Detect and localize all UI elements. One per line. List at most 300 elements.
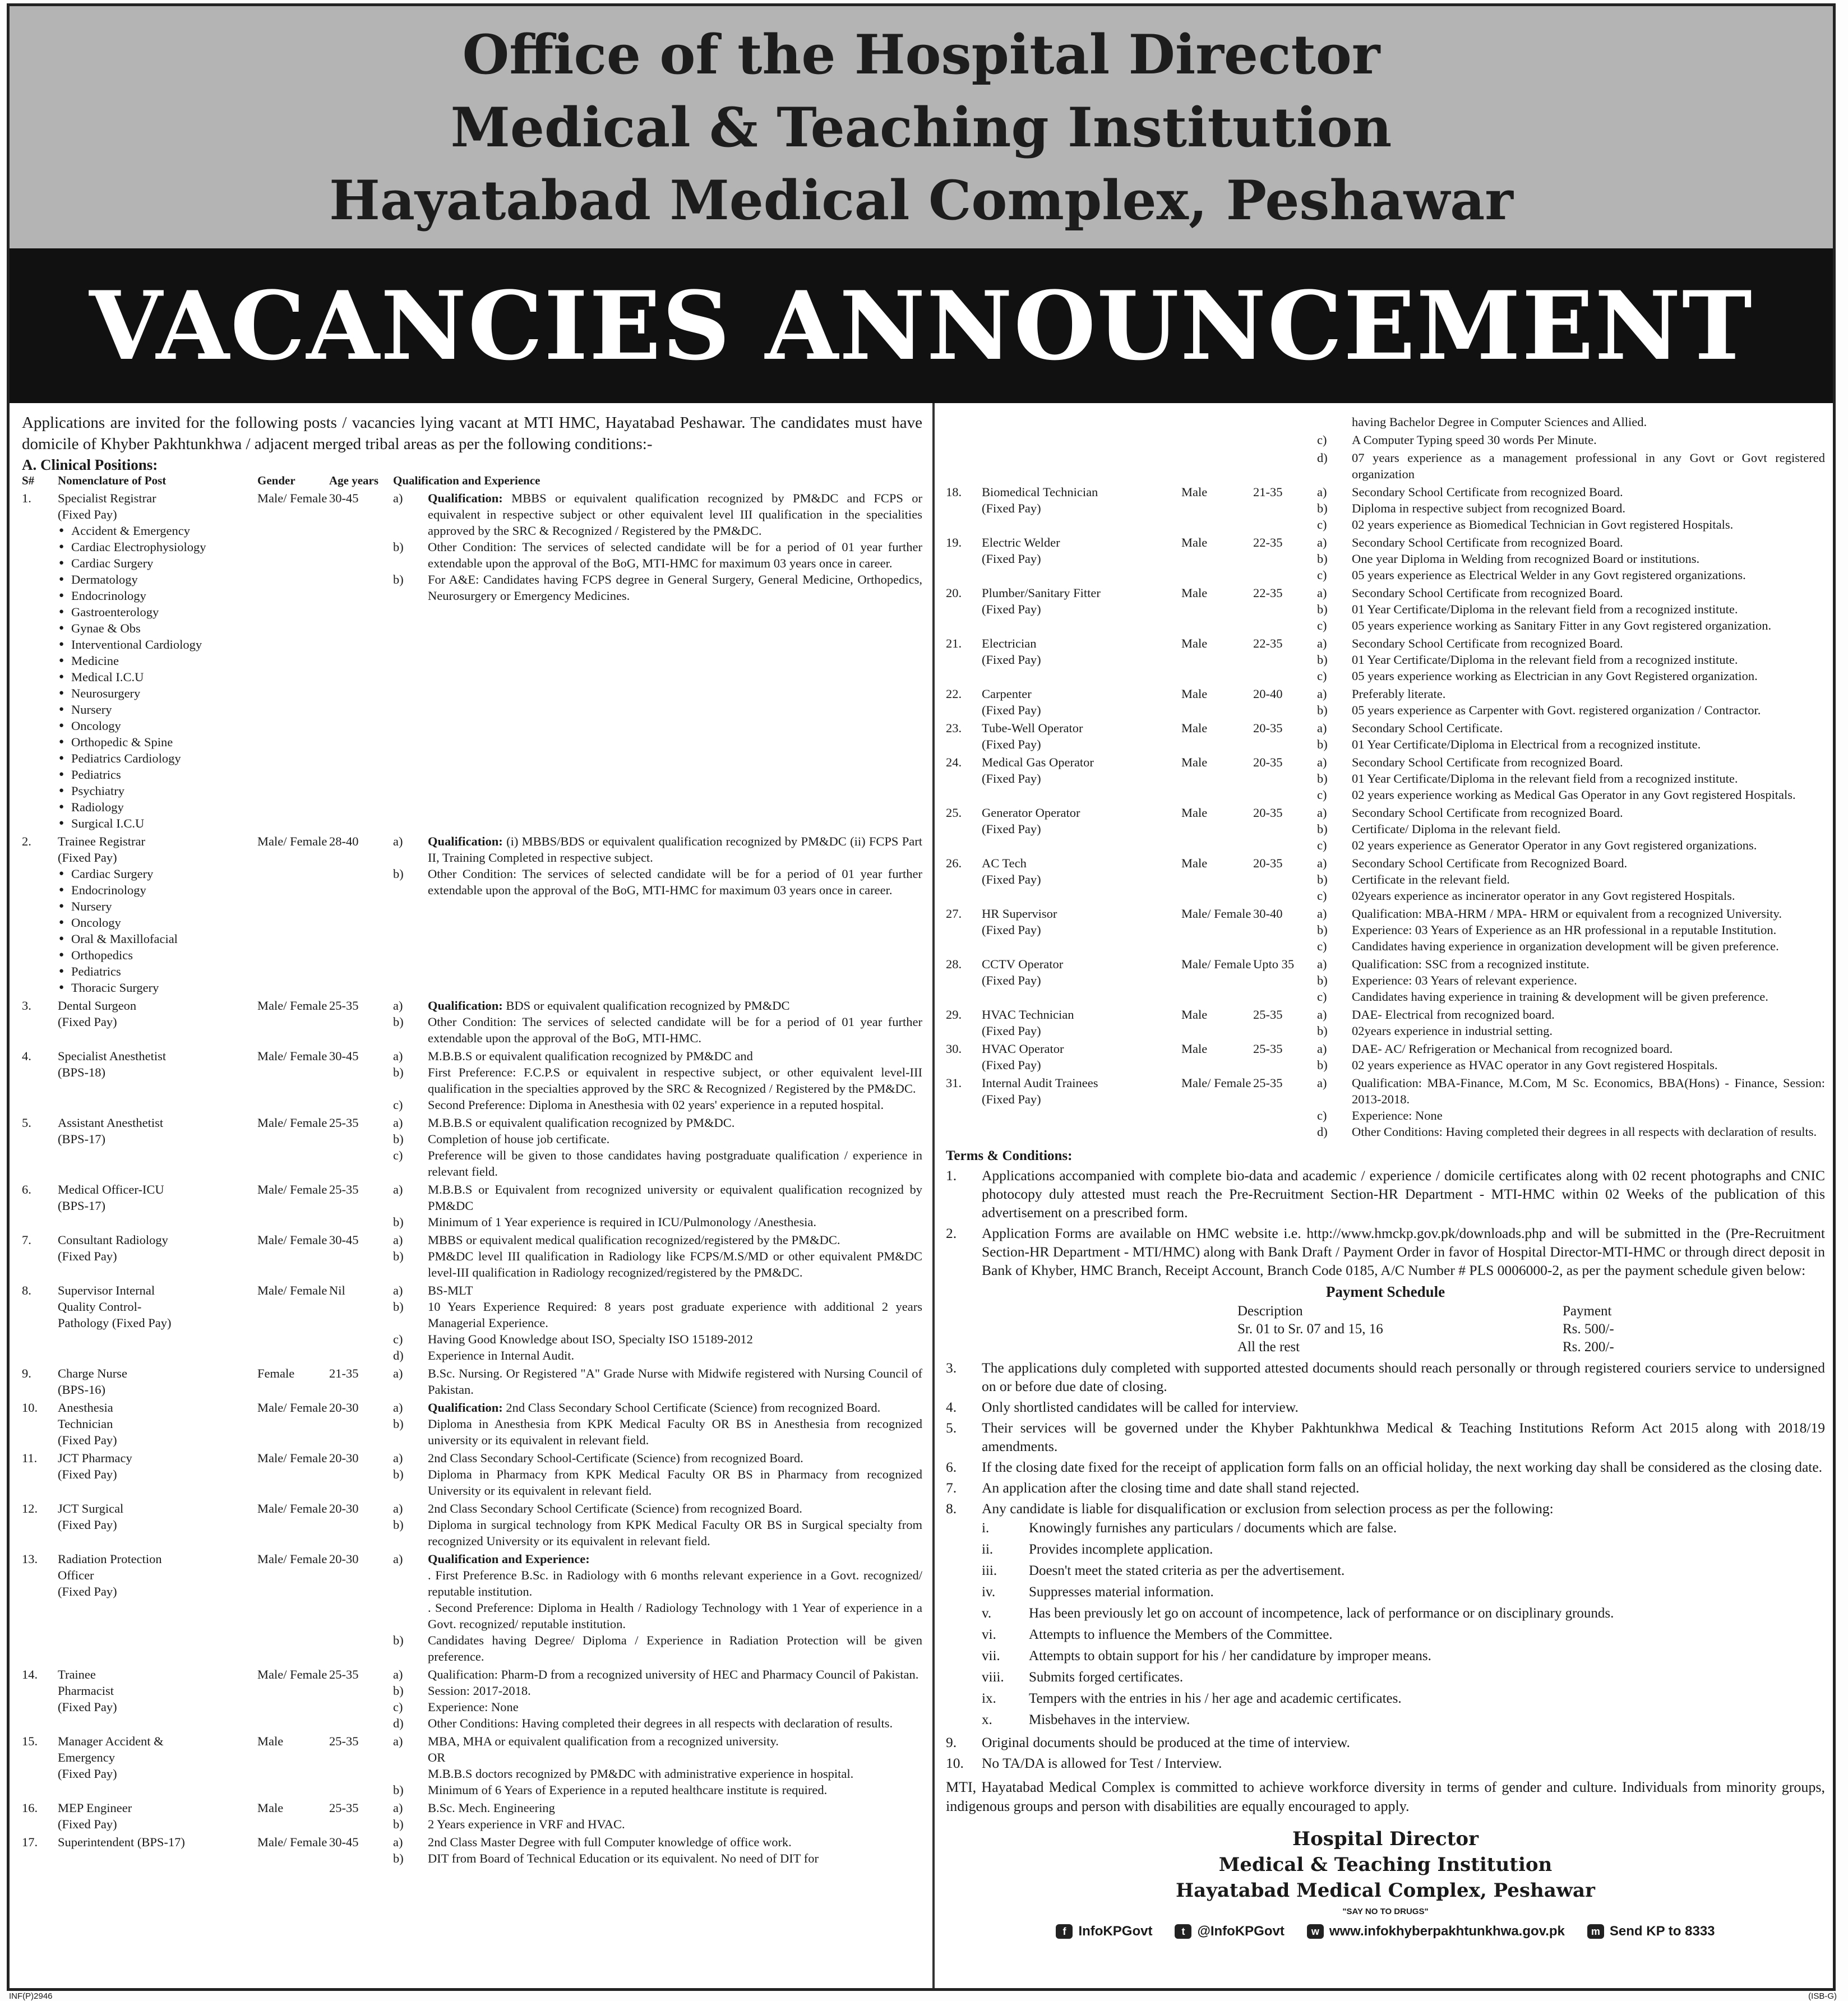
age-range: 25-35 xyxy=(329,1182,359,1196)
age-range: 25-35 xyxy=(329,1801,359,1815)
qualification-letter: b) xyxy=(393,1065,404,1079)
qualification-body: Candidates having Degree/ Diploma / Experience in Radiation Protection will be given preference. xyxy=(428,1633,922,1663)
qualification-text xyxy=(1352,770,1825,787)
post-name-line: HR Supervisor xyxy=(982,907,1057,921)
qualification-text xyxy=(428,1850,922,1866)
qualification-letter: a) xyxy=(1317,721,1327,735)
website-item[interactable] xyxy=(1307,1923,1565,1939)
payment-head-amount: Payment xyxy=(1563,1304,1612,1319)
qualification-item xyxy=(1317,1057,1825,1073)
qualification-text xyxy=(428,1147,922,1180)
post-name-line: Officer xyxy=(58,1568,94,1582)
qualification-body: 2nd Class Secondary School Certificate (Science) from recognized Board. xyxy=(428,1501,802,1515)
disqualification-number: v. xyxy=(982,1606,992,1621)
gender: Male xyxy=(1181,1008,1208,1022)
qualification-letter: a) xyxy=(1317,1008,1327,1022)
table-row xyxy=(22,1800,922,1832)
qualification-body: BDS or equivalent qualification recognized by PM&DC xyxy=(502,999,790,1013)
specialty-item: ● Oncology xyxy=(58,718,257,734)
qualification-letter: b) xyxy=(1317,552,1328,566)
qualification-body: . First Preference B.Sc. in Radiology with 6 months relevant experience in a Govt. recognized/ reputable institution. xyxy=(428,1568,922,1598)
table-row xyxy=(22,997,922,1046)
term-item xyxy=(946,1478,1825,1497)
disqualification-list xyxy=(946,1518,1825,1731)
qualification-body: Preference will be given to those candidates having postgraduate qualification / experience in relevant field. xyxy=(428,1148,922,1179)
qualification-text xyxy=(1352,821,1825,837)
payment-rows xyxy=(946,1320,1825,1356)
vacancies-banner: VACANCIES ANNOUNCEMENT xyxy=(10,248,1833,403)
qualification-body: 02 years experience as Biomedical Technician in Govt registered Hospitals. xyxy=(1352,517,1734,532)
payment-description: Sr. 01 to Sr. 07 and 15, 16 xyxy=(1237,1321,1383,1337)
age-range: 22-35 xyxy=(1253,535,1283,549)
post-name xyxy=(982,1075,1181,1140)
qualification-item xyxy=(1317,905,1825,922)
qualification-item xyxy=(393,1181,922,1214)
qualification-letter: a) xyxy=(1317,755,1327,769)
qualification-text xyxy=(1352,585,1825,601)
post-name-line: Plumber/Sanitary Fitter xyxy=(982,586,1101,600)
qualification-letter: a) xyxy=(393,1283,403,1297)
qualification-text xyxy=(428,1699,922,1715)
qualification-letter: b) xyxy=(1317,923,1328,937)
post-name xyxy=(982,534,1181,583)
qualification xyxy=(393,1834,922,1866)
post-name-line: HVAC Technician xyxy=(982,1008,1074,1022)
qualification-letter: b) xyxy=(393,1132,404,1146)
age-range: 20-30 xyxy=(329,1501,359,1515)
post-number: 25. xyxy=(946,806,962,820)
qualification-body: Candidates having experience in organization development will be given preference. xyxy=(1352,939,1779,953)
post-name xyxy=(58,1450,257,1499)
qualification-body: 2nd Class Secondary School Certificate (Science) from recognized Board. xyxy=(502,1401,881,1415)
qualification-item xyxy=(393,1800,922,1816)
qualification-letter: b) xyxy=(393,1633,404,1647)
gender: Male xyxy=(1181,687,1208,701)
payment-description: All the rest xyxy=(1237,1339,1300,1355)
post-name-line: Pathology (Fixed Pay) xyxy=(58,1316,172,1330)
specialty-item: ● Pediatrics Cardiology xyxy=(58,750,257,766)
table-row xyxy=(946,686,1825,718)
qualification-letter: a) xyxy=(1317,957,1327,971)
term-number: 8. xyxy=(946,1500,957,1517)
post-number: 29. xyxy=(946,1008,962,1022)
qualification-text xyxy=(428,1064,922,1097)
table-header xyxy=(22,473,922,488)
post-name-line: Biomedical Technician xyxy=(982,485,1098,499)
left-column xyxy=(10,403,935,1988)
term-text: Applications accompanied with complete bio-data and academic / experience / domicile certificates along with 02 recent photographs and CNIC photocopy duly attested must reach the Pre-Recruitment Section-HR Department - MTI-HMC within 02 Weeks of the publication of this advertisement on a prescribed form. xyxy=(982,1167,1825,1221)
qualification-text xyxy=(428,1416,922,1448)
post-name xyxy=(58,1365,257,1398)
qualification-text xyxy=(1352,787,1825,803)
specialty-item: ● Oncology xyxy=(58,914,257,931)
post-number: 17. xyxy=(22,1835,38,1849)
qualification-item xyxy=(393,997,922,1014)
post-name-line: Charge Nurse xyxy=(58,1366,127,1380)
facebook-item[interactable] xyxy=(1056,1923,1152,1939)
post-name-line: Technician xyxy=(58,1417,113,1431)
qualification-item xyxy=(393,1232,922,1248)
specialty-item: ● Medical I.C.U xyxy=(58,669,257,685)
age-range: 25-35 xyxy=(1253,1008,1283,1022)
post-number: 2. xyxy=(22,834,31,848)
qualification-letter: b) xyxy=(1317,501,1328,515)
post-name-line: AC Tech xyxy=(982,856,1027,870)
specialty-item: ● Endocrinology xyxy=(58,588,257,604)
post-name-line: (Fixed Pay) xyxy=(982,552,1041,566)
table-row xyxy=(22,1399,922,1448)
qualification-text xyxy=(428,1766,922,1782)
qualification-item xyxy=(1317,1006,1825,1023)
qualification-item xyxy=(1317,484,1825,500)
signature-institution: Medical & Teaching Institution xyxy=(1218,1854,1553,1876)
section-title: A. Clinical Positions: xyxy=(22,456,158,473)
age-range: 25-35 xyxy=(329,1116,359,1130)
globe-icon: w xyxy=(1307,1924,1324,1939)
qualification-text xyxy=(1352,635,1825,651)
post-name-line: Generator Operator xyxy=(982,806,1080,820)
qualification-letter xyxy=(393,1600,428,1632)
qualification-item xyxy=(393,539,922,571)
qualification-item xyxy=(1317,855,1825,871)
qualification-letter: d) xyxy=(1317,451,1328,465)
qualification-item xyxy=(1317,516,1825,533)
qualification-body: 02 years experience working as Medical Gas Operator in any Govt registered Hospitals. xyxy=(1352,788,1796,802)
qualification-body: MBBS or equivalent qualification recognized by PM&DC and FCPS or equivalent in respective subject or other equivalent level III qualification in the specialities approved by the SRC & Recognized / Registered by the PM&DC. xyxy=(428,491,922,538)
qualification xyxy=(393,1232,922,1281)
qualification-letter xyxy=(1317,414,1352,430)
qualification-letter: a) xyxy=(1317,856,1327,870)
gender: Male/ Female xyxy=(257,1835,327,1849)
post-number: 13. xyxy=(22,1552,38,1566)
specialty-item: ● Dermatology xyxy=(58,571,257,588)
qualification-letter: a) xyxy=(1317,687,1327,701)
qualification-letter: a) xyxy=(1317,806,1327,820)
post-name-line: (Fixed Pay) xyxy=(982,501,1041,515)
post-name xyxy=(982,720,1181,752)
disqualification-number: ix. xyxy=(982,1691,996,1706)
gender: Male xyxy=(1181,856,1208,870)
qualification-body: 02years experience in industrial setting. xyxy=(1352,1024,1553,1038)
post-name-line: Anesthesia xyxy=(58,1401,113,1415)
term-number: 5. xyxy=(946,1420,957,1436)
qualification-text xyxy=(428,1683,922,1699)
qualification-text xyxy=(1352,601,1825,617)
post-name-line: (BPS-16) xyxy=(58,1383,106,1397)
spacer xyxy=(946,450,982,482)
age-range: 20-35 xyxy=(1253,721,1283,735)
qualification-item xyxy=(393,1365,922,1398)
age-range: 25-35 xyxy=(329,1734,359,1748)
qualification-text xyxy=(428,1347,922,1364)
disqualification-text: Knowingly furnishes any particulars / documents which are false. xyxy=(1029,1521,1397,1536)
social-footer xyxy=(946,1923,1825,1939)
table-row xyxy=(946,1006,1825,1039)
specialty-item: ● Pediatrics xyxy=(58,766,257,783)
qualification xyxy=(1317,534,1825,583)
qualification-letter: b) xyxy=(1317,1024,1328,1038)
qualification xyxy=(1317,720,1825,752)
qualification-text xyxy=(428,1282,922,1298)
post-name xyxy=(982,905,1181,954)
qualification-text xyxy=(428,1097,922,1113)
specialty-item: ● Endocrinology xyxy=(58,882,257,898)
qualification-body: Preferably literate. xyxy=(1352,687,1446,701)
qualification-text xyxy=(1352,972,1825,988)
qualification-letter: c) xyxy=(1317,669,1327,683)
qualification-body: Certificate in the relevant field. xyxy=(1352,872,1510,886)
qualification xyxy=(393,1282,922,1364)
qualification-item xyxy=(393,1347,922,1364)
gender: Male/ Female xyxy=(257,1501,327,1515)
post-name xyxy=(982,1006,1181,1039)
qualification xyxy=(1317,805,1825,853)
post-number: 28. xyxy=(946,957,962,971)
table-row xyxy=(22,1232,922,1281)
specialty-item: ● Interventional Cardiology xyxy=(58,636,257,653)
post-name xyxy=(58,1666,257,1731)
qualification-letter: a) xyxy=(1317,586,1327,600)
terms-list xyxy=(946,1166,1825,1279)
qualification-letter: a) xyxy=(393,1401,403,1415)
post-name-line: Radiation Protection xyxy=(58,1552,162,1566)
qualification-text xyxy=(1352,668,1825,684)
post-name-line: (Fixed Pay) xyxy=(982,872,1041,886)
specialty-item: ● Gynae & Obs xyxy=(58,620,257,636)
term-number: 9. xyxy=(946,1734,957,1750)
post-number: 30. xyxy=(946,1042,962,1056)
qualification-letter: b) xyxy=(393,1817,404,1831)
spacer xyxy=(946,432,982,448)
qualification-item xyxy=(393,1551,922,1567)
gender: Male xyxy=(1181,721,1208,735)
gender: Male/ Female xyxy=(1181,957,1251,971)
facebook-icon: f xyxy=(1056,1924,1073,1939)
term-text: Only shortlisted candidates will be called for interview. xyxy=(982,1399,1299,1415)
post-name-line: (Fixed Pay) xyxy=(58,1817,117,1831)
payment-head xyxy=(946,1302,1825,1320)
age-range: 25-35 xyxy=(1253,1042,1283,1056)
qualification-text xyxy=(1352,905,1825,922)
header-gender: Gender xyxy=(257,474,295,487)
qualification-letter: a) xyxy=(393,1366,403,1380)
disqualification-item xyxy=(946,1582,1825,1603)
qualification-item xyxy=(393,1214,922,1230)
qualification-item xyxy=(393,1064,922,1097)
post-name-line: (Fixed Pay) xyxy=(982,653,1041,667)
disqualification-item xyxy=(946,1539,1825,1560)
post-name-line: (Fixed Pay) xyxy=(982,923,1041,937)
qualification xyxy=(393,1181,922,1230)
qualification-letter: b) xyxy=(1317,771,1328,785)
qualification-letter: d) xyxy=(393,1348,404,1362)
specialty-item: ● Nursery xyxy=(58,701,257,718)
post-name xyxy=(58,1834,257,1866)
qualification-body: One year Diploma in Welding from recognized Board or institutions. xyxy=(1352,552,1700,566)
qualification-text xyxy=(428,1331,922,1347)
qualification-body: 02 years experience as HVAC operator in any Govt registered Hospitals. xyxy=(1352,1058,1718,1072)
disqualification-number: vii. xyxy=(982,1648,1000,1663)
disqualification-text: Misbehaves in the interview. xyxy=(1029,1712,1190,1727)
post-name xyxy=(982,484,1181,533)
qualification xyxy=(1317,432,1825,448)
qualification-text xyxy=(428,1733,922,1749)
qualification xyxy=(1317,414,1825,430)
qualification-item xyxy=(1317,534,1825,551)
qualification-item xyxy=(1317,617,1825,634)
qualification-text xyxy=(1352,686,1825,702)
post-number: 21. xyxy=(946,636,962,650)
qualification-body: 02 years experience as Generator Operator in any Govt registered organizations. xyxy=(1352,838,1757,852)
post-number: 23. xyxy=(946,721,962,735)
gender: Male/ Female xyxy=(257,1116,327,1130)
qualification-letter: a) xyxy=(393,1552,403,1566)
post-name xyxy=(58,997,257,1046)
age-range: 25-35 xyxy=(1253,1076,1283,1090)
table-row xyxy=(22,1733,922,1798)
spacer xyxy=(1253,414,1317,430)
gender: Male/ Female xyxy=(257,1049,327,1063)
qualification-body: M.B.B.S doctors recognized by PM&DC with administrative experience in hospital. xyxy=(428,1767,854,1781)
qualification-item xyxy=(393,1600,922,1632)
signature-title: Hospital Director xyxy=(1292,1828,1479,1850)
table-row xyxy=(22,490,922,831)
twitter-item[interactable] xyxy=(1175,1923,1284,1939)
website-link: www.infokhyberpakhtunkhwa.gov.pk xyxy=(1329,1924,1565,1939)
qualification-letter: b) xyxy=(1317,737,1328,751)
qualification-item xyxy=(393,1416,922,1448)
qualification-text xyxy=(1352,1107,1825,1124)
qualification xyxy=(393,997,922,1046)
term-number: 6. xyxy=(946,1459,957,1475)
qualification-letter: c) xyxy=(1317,889,1327,903)
qualification-body: Experience: 03 Years of Experience as an HR professional in a reputable Institution. xyxy=(1352,923,1777,937)
qualification-letter: a) xyxy=(393,1182,403,1196)
table-row xyxy=(946,754,1825,803)
age-range: 20-35 xyxy=(1253,806,1283,820)
post-name-line: (Fixed Pay) xyxy=(982,973,1041,987)
qualification-body: M.B.B.S or equivalent qualification recognized by PM&DC. xyxy=(428,1116,735,1130)
qualification-text xyxy=(428,1567,922,1600)
disqualification-number: i. xyxy=(982,1521,990,1536)
qualification-text: 07 years experience as a management professional in any Govt or Govt registered organization xyxy=(1352,451,1825,481)
post-name xyxy=(58,1551,257,1665)
qualification xyxy=(393,490,922,831)
qualification-item xyxy=(1317,972,1825,988)
term-number: 3. xyxy=(946,1360,957,1376)
qualification-letter: c) xyxy=(1317,568,1327,582)
qualification-item xyxy=(1317,736,1825,752)
qualification-text xyxy=(1352,736,1825,752)
payment-amount: Rs. 200/- xyxy=(1563,1339,1614,1355)
qualification-item xyxy=(1317,635,1825,651)
qualification xyxy=(1317,484,1825,533)
post-name-line: (BPS-17) xyxy=(58,1199,106,1213)
qualification-item xyxy=(393,1567,922,1600)
header-block xyxy=(10,6,1833,248)
qualification-letter: d) xyxy=(393,1716,404,1730)
qualification-body: 01 Year Certificate/Diploma in the relevant field from a recognized institute. xyxy=(1352,771,1738,785)
age-range: 22-35 xyxy=(1253,586,1283,600)
qualification-item xyxy=(393,1399,922,1416)
post-name-line: HVAC Operator xyxy=(982,1042,1064,1056)
post-name xyxy=(58,1733,257,1798)
qualification-text: A Computer Typing speed 30 words Per Minute. xyxy=(1352,433,1597,447)
qualification-item xyxy=(393,1014,922,1046)
qualification-text xyxy=(428,1365,922,1398)
qualification-text xyxy=(1352,1057,1825,1073)
left-rows xyxy=(22,490,922,1866)
qualification-item xyxy=(1317,668,1825,684)
post-name-line: JCT Surgical xyxy=(58,1501,124,1515)
qualification-body: Second Preference: Diploma in Anesthesia with 02 years' experience in a reputed hospital. xyxy=(428,1098,884,1112)
qualification-body: B.Sc. Mech. Engineering xyxy=(428,1801,555,1815)
qualification xyxy=(1317,905,1825,954)
disqualification-text: Has been previously let go on account of incompetence, lack of performance or on disciplinary grounds. xyxy=(1029,1606,1614,1621)
qualification xyxy=(393,1551,922,1665)
qualification-text xyxy=(1352,500,1825,516)
qualification-text xyxy=(1352,754,1825,770)
term-number: 4. xyxy=(946,1399,957,1415)
qualification-item xyxy=(1317,938,1825,954)
disqualification-text: Submits forged certificates. xyxy=(1029,1670,1184,1685)
qualification-text xyxy=(428,1014,922,1046)
qualification-letter xyxy=(393,1766,428,1782)
term-item xyxy=(946,1733,1825,1752)
gender: Female xyxy=(257,1366,295,1380)
qualification-body: Secondary School Certificate from recognized Board. xyxy=(1352,755,1623,769)
qualification-body: Experience in Internal Audit. xyxy=(428,1348,575,1362)
qualification-text xyxy=(1352,938,1825,954)
qualification-item xyxy=(393,1248,922,1281)
spacer xyxy=(946,414,982,430)
qualification-text xyxy=(1352,956,1825,972)
post-number: 5. xyxy=(22,1116,31,1130)
qualification-item xyxy=(393,1782,922,1798)
specialty-item: ● Medicine xyxy=(58,653,257,669)
age-range: 30-45 xyxy=(329,1835,359,1849)
ad-reference: INF(P)2946 xyxy=(9,1991,53,2001)
term-item xyxy=(946,1398,1825,1416)
post-number: 11. xyxy=(22,1451,38,1465)
post-number: 18. xyxy=(946,485,962,499)
post-name-line: (BPS-17) xyxy=(58,1132,106,1146)
qualification-letter: a) xyxy=(393,1233,403,1247)
qualification-letter: c) xyxy=(1317,1108,1327,1122)
continuation-row xyxy=(946,450,1825,482)
term-number: 7. xyxy=(946,1480,957,1496)
age-range: 30-45 xyxy=(329,1049,359,1063)
qualification-body: Completion of house job certificate. xyxy=(428,1132,610,1146)
term-text: Their services will be governed under the Khyber Pakhtunkhwa Medical & Teaching Institutions Reform Act 2015 along with 2018/19 amendments. xyxy=(982,1420,1825,1454)
qualification-item xyxy=(393,571,922,604)
qualification-letter: a) xyxy=(1317,535,1327,549)
qualification-item xyxy=(393,1666,922,1683)
post-number: 7. xyxy=(22,1233,31,1247)
qualification-body: Session: 2017-2018. xyxy=(428,1684,531,1698)
qualification-text xyxy=(428,1466,922,1499)
post-number: 14. xyxy=(22,1667,38,1681)
qualification xyxy=(393,1450,922,1499)
gender: Male/ Female xyxy=(257,834,327,848)
qualification-letter: c) xyxy=(393,1700,403,1714)
qualification-body: M.B.B.S or equivalent qualification recognized by PM&DC and xyxy=(428,1049,753,1063)
twitter-handle: @InfoKPGovt xyxy=(1197,1924,1285,1939)
qualification-item xyxy=(1317,988,1825,1005)
term-item xyxy=(946,1458,1825,1476)
qualification xyxy=(393,1500,922,1549)
qualification-item xyxy=(1317,754,1825,770)
